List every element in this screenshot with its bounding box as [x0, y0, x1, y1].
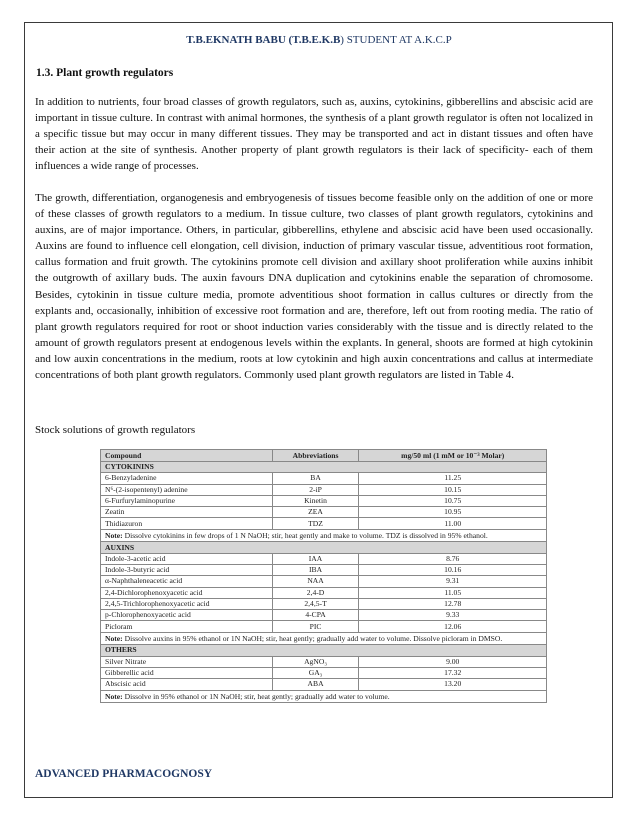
abbr-cell: 4-CPA	[272, 610, 359, 621]
value-cell: 10.75	[359, 495, 547, 506]
note-label: Note:	[105, 633, 123, 643]
abbr-cell: 2-iP	[272, 484, 359, 495]
compound-cell: Thidiazuron	[101, 518, 273, 529]
paragraph-growth: The growth, differentiation, organogenesis and embryogenesis of tissues become feasible only on the addition of one or more of these classes of growth regulators to a medium. In tissue culture, two classes of plant growth regulators, cytokinins and auxins, are of major importance. Others, in particular, gibberellins, ethylene and abscisic acid have been used occasionally. Auxins are found to influence cell elongation, cell division, induction of primary vascular tissue, adventitious root formation, callus formation and fruit growth. The cytokinins promote cell division and axillary shoot proliferation while auxins inhibit the outgrowth of axillary buds. The auxin favours DNA duplication and cytokinins enable the separation of chromosome. Besides, cytokinin in tissue culture media, promote adventitious shoot formation in callus cultures or directly from the explants and, occasionally, inhibition of excessive root formation and are, therefore, left out from rooting media. The ratio of plant growth regulators required for root or shoot induction varies considerably with the tissue and is directly related to the amount of growth regulators present at endogenous levels within the explants. In general, shoots are formed at high cytokinin and low auxin concentrations in the medium, roots at low cytokinin and high auxin concentrations and callus at intermediate concentrations of both plant growth regulators. Commonly used plant growth regulators are listed in Table 4.	[35, 192, 593, 382]
compound-cell: Gibberellic acid	[101, 667, 273, 678]
value-cell: 10.95	[359, 507, 547, 518]
abbr-cell: AgNO₃	[272, 656, 359, 667]
value-cell: 11.25	[359, 473, 547, 484]
page-header	[0, 34, 638, 46]
growth-regulators-table	[100, 449, 547, 703]
compound-cell: Zeatin	[101, 507, 273, 518]
table-row	[101, 621, 547, 632]
abbr-cell: IAA	[272, 553, 359, 564]
note-text: Dissolve auxins in 95% ethanol or 1N NaOH; stir, heat gently; gradually add water to volume. Dissolve picloram in DMSO.	[124, 633, 503, 643]
abbr-cell: 2,4,5-T	[272, 598, 359, 609]
table-row	[101, 518, 547, 529]
table-row	[101, 564, 547, 575]
stock-solutions-title: Stock solutions of growth regulators	[35, 424, 196, 436]
value-cell: 8.76	[359, 553, 547, 564]
note-label: Note:	[105, 530, 123, 540]
value-cell: 9.00	[359, 656, 547, 667]
compound-cell: Indole-3-butyric acid	[101, 564, 273, 575]
others-label: OTHERS	[101, 645, 547, 656]
note-label: Note:	[105, 691, 123, 701]
compound-cell: α-Naphthaleneacetic acid	[101, 576, 273, 587]
compound-cell: Abscisic acid	[101, 679, 273, 690]
value-cell: 11.00	[359, 518, 547, 529]
header-abbreviations: Abbreviations	[272, 450, 359, 462]
abbr-cell: Kinetin	[272, 495, 359, 506]
table-row	[101, 484, 547, 495]
header-compound: Compound	[101, 450, 273, 462]
abbr-cell: TDZ	[272, 518, 359, 529]
compound-cell: Silver Nitrate	[101, 656, 273, 667]
abbr-cell: NAA	[272, 576, 359, 587]
value-cell: 10.15	[359, 484, 547, 495]
compound-cell: N⁶-(2-isopentenyl) adenine	[101, 484, 273, 495]
compound-cell: 2,4-Dichlorophenoxyacetic acid	[101, 587, 273, 598]
compound-cell: Indole-3-acetic acid	[101, 553, 273, 564]
abbr-cell: IBA	[272, 564, 359, 575]
note-text: Dissolve in 95% ethanol or 1N NaOH; stir, heat gently; gradually add water to volume.	[124, 691, 390, 701]
cytokinins-note	[101, 529, 547, 542]
compound-cell: 6-Furfurylaminopurine	[101, 495, 273, 506]
abbr-cell: GA₃	[272, 667, 359, 678]
others-group	[101, 645, 547, 703]
auxins-label: AUXINS	[101, 542, 547, 553]
compound-cell: Picloram	[101, 621, 273, 632]
abbr-cell: PIC	[272, 621, 359, 632]
auxins-group	[101, 542, 547, 645]
value-cell: 17.32	[359, 667, 547, 678]
abbr-cell: 2,4-D	[272, 587, 359, 598]
table-row	[101, 656, 547, 667]
note-text: Dissolve cytokinins in few drops of 1 N NaOH; stir, heat gently and make to volume. TDZ is dissolved in 95% ethanol.	[124, 530, 488, 540]
header-concentration: mg/50 ml (1 mM or 10⁻³ Molar)	[359, 450, 547, 462]
compound-cell: p-Chlorophenoxyacetic acid	[101, 610, 273, 621]
abbr-cell: BA	[272, 473, 359, 484]
value-cell: 12.78	[359, 598, 547, 609]
abbr-cell: ZEA	[272, 507, 359, 518]
value-cell: 9.31	[359, 576, 547, 587]
table-row	[101, 667, 547, 678]
value-cell: 13.20	[359, 679, 547, 690]
cytokinins-label: CYTOKININS	[101, 462, 547, 473]
table-row	[101, 587, 547, 598]
value-cell: 11.05	[359, 587, 547, 598]
page-footer: ADVANCED PHARMACOGNOSY	[35, 768, 213, 780]
table-row	[101, 679, 547, 690]
compound-cell: 2,4,5-Trichlorophenoxyacetic acid	[101, 598, 273, 609]
value-cell: 10.16	[359, 564, 547, 575]
auxins-note	[101, 632, 547, 645]
table-row	[101, 507, 547, 518]
table-row	[101, 495, 547, 506]
cytokinins-group	[101, 462, 547, 542]
table-row	[101, 473, 547, 484]
others-note	[101, 690, 547, 703]
abbr-cell: ABA	[272, 679, 359, 690]
table-header-row	[101, 450, 547, 462]
value-cell: 12.06	[359, 621, 547, 632]
section-title: 1.3. Plant growth regulators	[36, 67, 174, 79]
table-row	[101, 576, 547, 587]
table-row	[101, 598, 547, 609]
value-cell: 9.33	[359, 610, 547, 621]
compound-cell: 6-Benzyladenine	[101, 473, 273, 484]
table-row	[101, 553, 547, 564]
paragraph-intro: In addition to nutrients, four broad classes of growth regulators, such as, auxins, cytokinins, gibberellins and abscisic acid are important in tissue culture. In contrast with animal hormones, the synthesis of a plant growth regulator is often not localized in a specific tissue but may occur in many different tissues. They may be transported and act in distant tissues and often have their action at the site of synthesis. Another property of plant growth regulators is their lack of specificity- each of them influences a wide range of processes.	[35, 96, 593, 173]
header-rest: ) STUDENT AT A.K.C.P	[340, 34, 452, 46]
header-name: T.B.EKNATH BABU (T.B.E.K.B	[186, 34, 341, 46]
table-row	[101, 610, 547, 621]
